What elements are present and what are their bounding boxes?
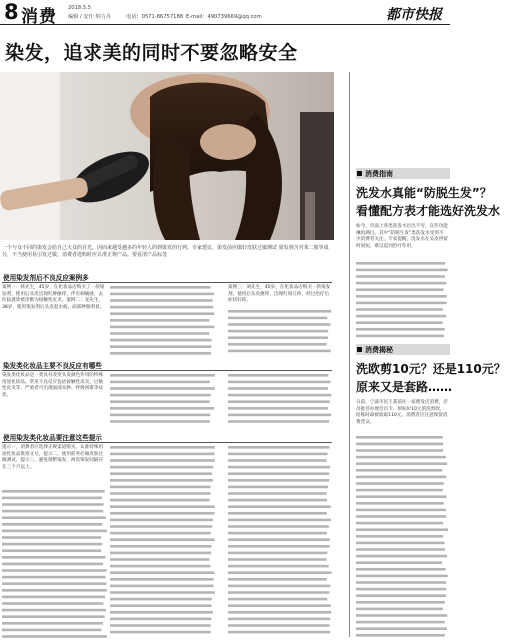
guide-body xyxy=(356,224,448,342)
page-number: 8 xyxy=(4,0,19,24)
body-block-2: 案例三：刘先生，40岁，在化妆品店购买一款染发剂，使用后头皮瘙痒，出现红斑丘疹，经过治疗后症状好转。 xyxy=(228,285,331,304)
email-line: E-mail：490739669@qq.com xyxy=(186,14,262,20)
caption-line-1: 一个与众不同的染发会给自己大众的目光，因而来越受越多的年轻人的到染发的行列。专家建议，染发前应做好皮肤过敏测试 xyxy=(2,245,278,251)
photo-caption xyxy=(2,245,334,259)
subhead-cases: 使用染发剂后不良反应案例多 xyxy=(3,274,89,282)
reveal-headline: 洗欧剪10元？还是110元？ xyxy=(356,362,506,376)
body-block-3: 染发类化妆品是一类具有改变头发颜色作用的特殊用途化妆品。常见不良反应包括接触性皮炎、过敏性皮炎等，严重者可出现面部水肿、呼吸困难等症状。 xyxy=(2,373,107,399)
tag-consumer-guide: 消费指南 xyxy=(365,170,393,178)
reveal-body xyxy=(356,400,448,636)
column-divider xyxy=(349,72,350,637)
body-block-4: 提示一，消费者应选择正规渠道购买，认准特殊用途化妆品批准文号。提示二，使用前务必做皮肤过敏测试。提示三，避免频繁染发，两次染发间隔应在三个月以上。 xyxy=(2,445,107,471)
guide-subheadline: 看懂配方表才能选好洗发水 xyxy=(356,204,501,218)
hair-dye-illustration xyxy=(0,72,334,240)
newspaper-brand: 都市快报 xyxy=(386,7,442,23)
caption-line-2: 染发剂含对苯二胺等成分，不当使用易引发过敏，消费者选购时应认准正规产品。要看清产品标签 xyxy=(2,245,329,258)
guide-body-text: 如今，市面上各类洗发水层出不穷，宣传功能琳琅满目。其中“防脱生发”类洗发水受到不少消费者关注。专家提醒，洗发水在头皮停留时间短，难以起到治疗作用。 xyxy=(356,224,448,249)
main-headline: 染发，追求美的同时不要忽略安全 xyxy=(5,42,298,64)
reveal-body-text: 日前，宁波市民王某前往一家理发店消费，店员推荐办理会员卡。原标价10元的洗剪吹，结账时却被收取110元。消费者应注意保留消费凭证。 xyxy=(356,400,448,425)
page-header xyxy=(0,0,450,25)
reveal-subheadline: 原来又是套路…… xyxy=(356,380,453,394)
subhead-reactions: 染发类化妆品主要不良反应有哪些 xyxy=(3,362,102,370)
body-text-cases xyxy=(2,285,332,355)
tag-consumer-reveal: 消费揭秘 xyxy=(365,346,393,354)
hair-dye-photo xyxy=(0,72,334,240)
body-text-reactions xyxy=(2,373,332,425)
issue-date: 2018.5.5 xyxy=(68,5,92,11)
editor-line: 编辑 / 安仕 纳力丹 xyxy=(68,14,112,20)
body-text-tips xyxy=(2,445,332,635)
square-bullet-icon xyxy=(357,171,362,176)
text-line xyxy=(2,635,107,638)
guide-headline: 洗发水真能“防脱生发”？ xyxy=(356,186,492,200)
section-title: 消费 xyxy=(21,7,57,27)
phone-line: 电话：0571-86757188 xyxy=(126,14,184,20)
subhead-tips: 使用染发类化妆品要注意这些提示 xyxy=(3,434,102,442)
square-bullet-icon-2 xyxy=(357,347,362,352)
body-block-1: 案例一：韩先生，45岁，在化妆品店购买了一款染发剂，使用后头皮出现红肿瘙痒，伴有刺痛感，去医院就诊被诊断为接触性皮炎。案例二：龙先生，38岁，使用染发剂后头皮起水疱，面部肿胀明显。 xyxy=(2,285,107,311)
